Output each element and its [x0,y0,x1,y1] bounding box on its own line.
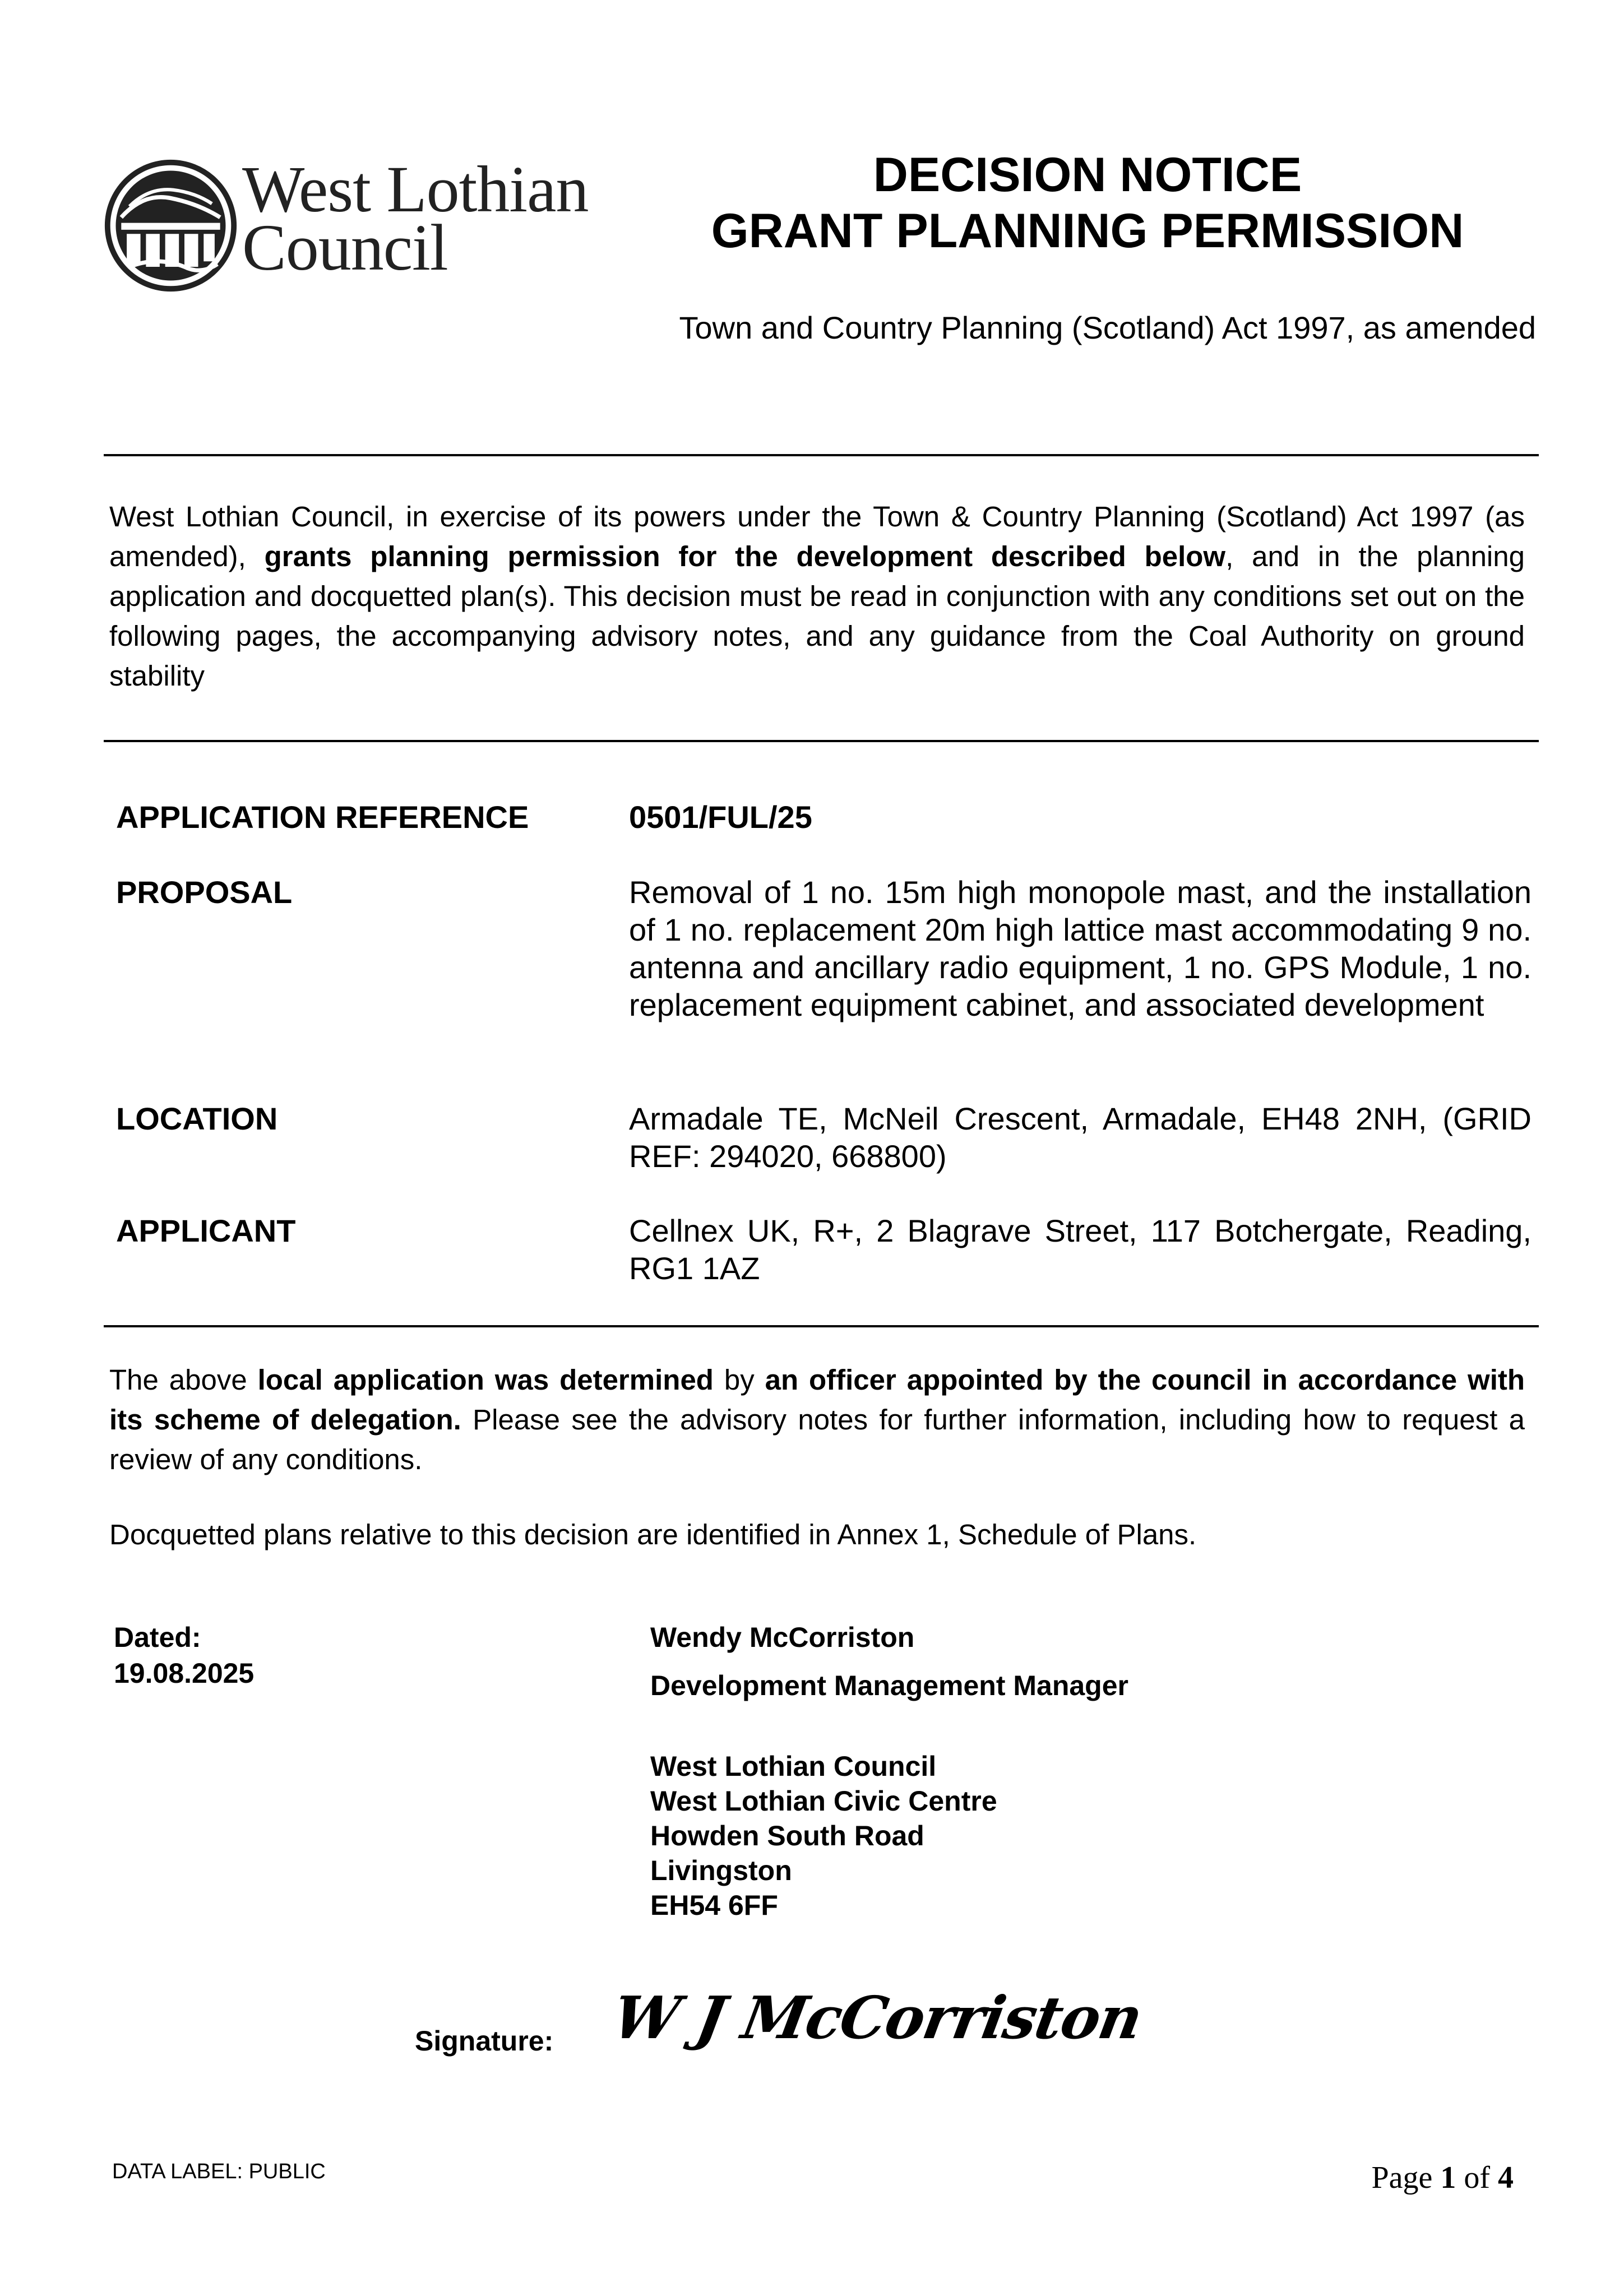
signature-label: Signature: [415,2025,554,2057]
applicant-value: Cellnex UK, R+, 2 Blagrave Street, 117 Botchergate, Reading, RG1 1AZ [629,1213,1532,1286]
application-reference-value: 0501/FUL/25 [629,799,812,835]
notice-subtitle: GRANT PLANNING PERMISSION [711,204,1464,258]
legislation-act: Town and Country Planning (Scotland) Act 1997, as amended [679,310,1536,345]
divider [104,740,1539,742]
officer-role: Development Management Manager [650,1670,1128,1701]
viaduct-emblem-icon [102,157,239,294]
address-line: West Lothian Council [650,1751,937,1782]
application-reference-label: APPLICATION REFERENCE [116,799,529,835]
address-line: EH54 6FF [650,1890,778,1921]
dated-value: 19.08.2025 [114,1658,255,1689]
dated-label: Dated: [114,1622,201,1653]
applicant-label: APPLICANT [116,1213,296,1248]
intro-paragraph: West Lothian Council, in exercise of its powers under the Town & Country Planning (Scotland) Act 1997 (as amended), grants planning permission for the development described below, and in the planning application and docquetted plan(s). This decision must be read in conjunction with any conditions set out on the following pages, the accompanying advisory notes, and any guidance from the Coal Authority on ground stability [109,501,1525,692]
divider [104,1325,1539,1327]
location-label: LOCATION [116,1101,278,1136]
address-line: West Lothian Civic Centre [650,1785,997,1817]
signature: W J McCorriston [608,1983,1147,2052]
officer-name: Wendy McCorriston [650,1622,915,1653]
logo-wordmark: West Lothian Council [242,152,589,284]
address-line: Livingston [650,1855,792,1886]
divider [104,454,1539,456]
data-label: DATA LABEL: PUBLIC [112,2160,326,2183]
council-logo [102,152,618,297]
location-value: Armadale TE, McNeil Crescent, Armadale, EH48 2NH, (GRID REF: 294020, 668800) [629,1101,1532,1174]
address-line: Howden South Road [650,1820,924,1851]
determination-paragraph: The above local application was determined by an officer appointed by the council in accordance with its scheme of delegation. Please see the advisory notes for further information, including how to request a review of any conditions. [109,1364,1525,1475]
council-address [650,1749,997,1923]
docquetted-plans-note: Docquetted plans relative to this decision are identified in Annex 1, Schedule of Plans. [109,1519,1197,1550]
page-number: Page 1 of 4 [1371,2160,1514,2195]
notice-title: DECISION NOTICE [873,148,1302,202]
proposal-label: PROPOSAL [116,874,293,910]
proposal-value: Removal of 1 no. 15m high monopole mast, and the installation of 1 no. replacement 20m high lattice mast accommodating 9 no. antenna and ancillary radio equipment, 1 no. GPS Module, 1 no. replacement equipment cabinet, and associated development [629,874,1532,1022]
